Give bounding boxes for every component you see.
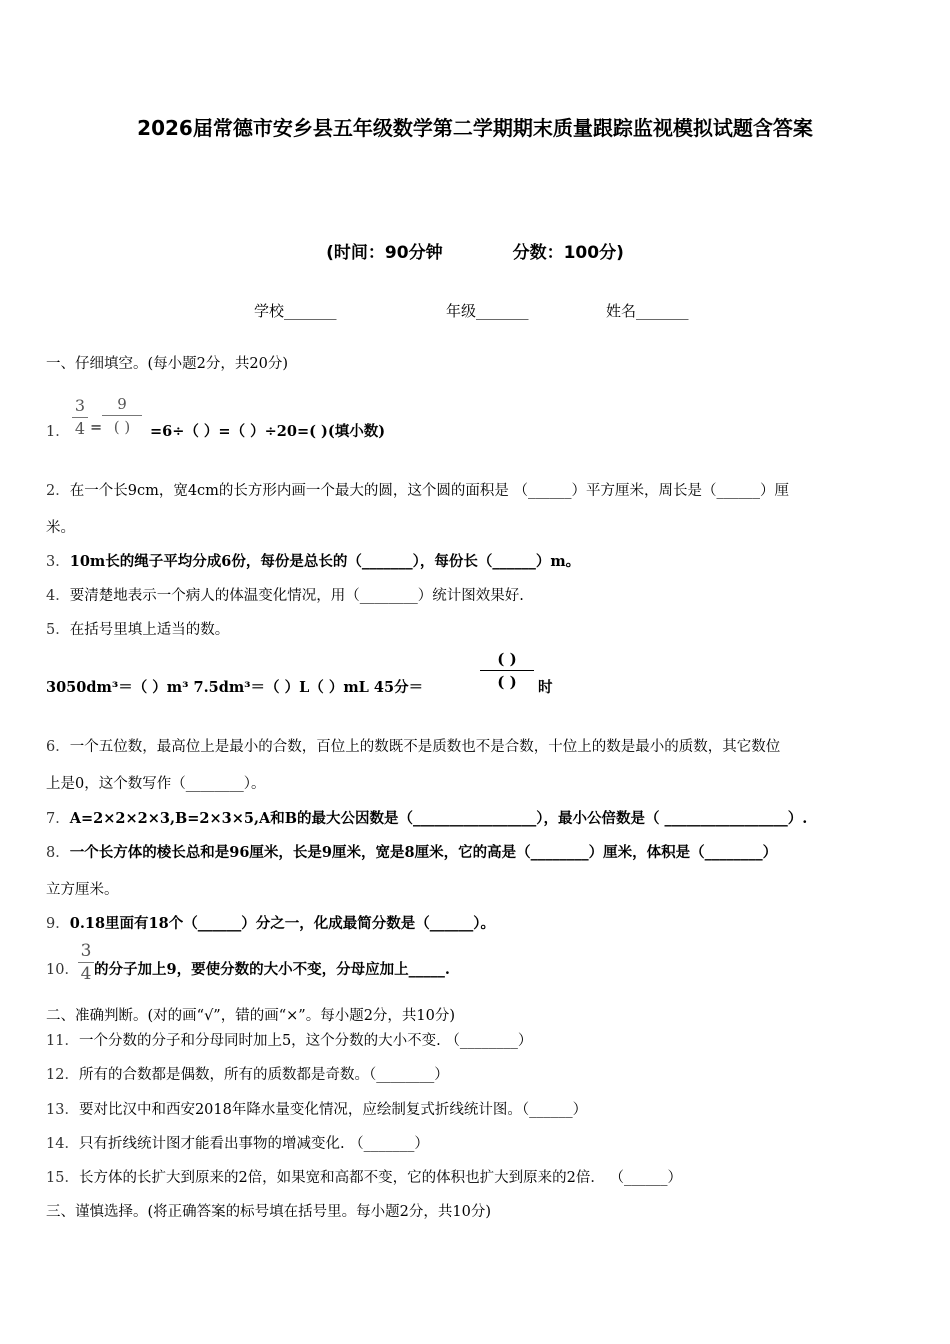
question-13 xyxy=(46,1098,587,1119)
school-field: 学校_______ xyxy=(254,302,337,320)
question-text: 在括号里填上适当的数。 xyxy=(69,622,230,638)
question-text: 10m长的绳子平均分成6份，每份是总长的（_______），每份长（______）m。 xyxy=(69,553,581,570)
question-number: 5． xyxy=(46,622,70,638)
name-field: 姓名_______ xyxy=(606,302,689,320)
question-text: 只有折线统计图才能看出事物的增减变化. （_______） xyxy=(78,1136,429,1152)
question-number: 11． xyxy=(46,1033,79,1049)
question-6 xyxy=(46,735,780,756)
question-14 xyxy=(46,1132,429,1153)
fraction-numerator: ( ) xyxy=(497,650,517,668)
question-number: 13． xyxy=(46,1102,79,1118)
question-text: 一个分数的分子和分母同时加上5，这个分数的大小不变. （________） xyxy=(78,1033,533,1049)
exam-time: (时间：90分钟 xyxy=(326,243,443,263)
question-4 xyxy=(46,584,524,605)
question-number: 14． xyxy=(46,1136,79,1152)
question-number: 3． xyxy=(46,554,70,570)
q5-unit: 时 xyxy=(538,679,553,696)
question-2-cont: 米。 xyxy=(46,520,75,536)
fraction-numerator: 3 xyxy=(74,396,86,415)
q1-fraction-b xyxy=(102,395,142,436)
question-text: 要对比汉中和西安2018年降水量变化情况，应绘制复式折线统计图。（______） xyxy=(78,1102,588,1118)
question-text: 一个长方体的棱长总和是96厘米，长是9厘米，宽是8厘米，它的高是（________）厘米，体积是（________） xyxy=(69,844,778,861)
question-text: 要清楚地表示一个病人的体温变化情况，用（________）统计图效果好. xyxy=(69,588,524,604)
q5-fraction xyxy=(480,650,534,691)
question-text: 长方体的长扩大到原来的2倍，如果宽和高都不变，它的体积也扩大到原来的2倍． （______） xyxy=(78,1170,683,1186)
question-15 xyxy=(46,1166,682,1187)
exam-score: 分数：100分) xyxy=(512,243,624,263)
fraction-denominator: ( ) xyxy=(113,418,131,436)
q1-equals: = xyxy=(90,420,103,436)
fraction-denominator: 4 xyxy=(74,419,86,438)
question-text: A=2×2×2×3,B=2×3×5,A和B的最大公因数是（_________________），最小公倍数是（ _________________）. xyxy=(69,810,808,827)
question-11 xyxy=(46,1029,532,1050)
question-number: 12． xyxy=(46,1067,79,1083)
question-number: 4． xyxy=(46,588,70,604)
question-number: 1． xyxy=(46,424,70,440)
question-10 xyxy=(46,958,79,979)
section-3-heading: 三、谨慎选择。(将正确答案的标号填在括号里。每小题2分，共10分) xyxy=(46,1204,491,1220)
question-number: 8． xyxy=(46,845,70,861)
question-7 xyxy=(46,807,807,828)
question-8-cont: 立方厘米。 xyxy=(46,882,119,898)
exam-meta xyxy=(0,238,950,263)
question-9 xyxy=(46,912,495,933)
q1-text: =6÷（ ）=（ ）÷20=( )(填小数) xyxy=(150,423,386,440)
question-5 xyxy=(46,618,229,639)
q1-fraction-a xyxy=(72,397,88,438)
question-2 xyxy=(46,479,789,500)
question-6-cont: 上是0，这个数写作（________）。 xyxy=(46,776,266,792)
section-1-heading: 一、仔细填空。(每小题2分，共20分) xyxy=(46,356,288,372)
q10-text: 的分子加上9，要使分数的大小不变，分母应加上_____. xyxy=(94,961,450,978)
fraction-denominator: 4 xyxy=(80,964,92,984)
question-number: 7． xyxy=(46,811,70,827)
grade-field: 年级_______ xyxy=(446,302,529,320)
section-2-heading: 二、准确判断。(对的画“√”，错的画“×”。每小题2分，共10分) xyxy=(46,1008,456,1024)
document-title: 2026届常德市安乡县五年级数学第二学期期末质量跟踪监视模拟试题含答案 xyxy=(137,116,813,140)
question-number: 9． xyxy=(46,916,70,932)
fraction-numerator: 9 xyxy=(117,395,127,413)
question-number: 15． xyxy=(46,1170,79,1186)
question-12 xyxy=(46,1063,449,1084)
question-3 xyxy=(46,550,580,571)
fraction-numerator: 3 xyxy=(80,941,92,961)
question-number: 10． xyxy=(46,962,79,978)
q10-fraction xyxy=(78,942,94,983)
question-8 xyxy=(46,841,777,862)
question-number: 2． xyxy=(46,483,70,499)
question-1 xyxy=(46,420,70,441)
question-number: 6． xyxy=(46,739,70,755)
question-text: 所有的合数都是偶数，所有的质数都是奇数。（________） xyxy=(78,1067,449,1083)
question-text: 一个五位数，最高位上是最小的合数，百位上的数既不是质数也不是合数，十位上的数是最小的质数，其它数位 xyxy=(69,739,781,755)
q5-conversion-line: 3050dm³＝（ ）m³ 7.5dm³＝（ ）L（ ）mL 45分＝ xyxy=(46,679,424,696)
fraction-denominator: ( ) xyxy=(497,673,517,691)
question-text: 0.18里面有18个（______）分之一，化成最简分数是（______）。 xyxy=(69,915,495,932)
question-text: 在一个长9cm，宽4cm的长方形内画一个最大的圆，这个圆的面积是 （______）平方厘米，周长是（______）厘 xyxy=(69,483,790,499)
